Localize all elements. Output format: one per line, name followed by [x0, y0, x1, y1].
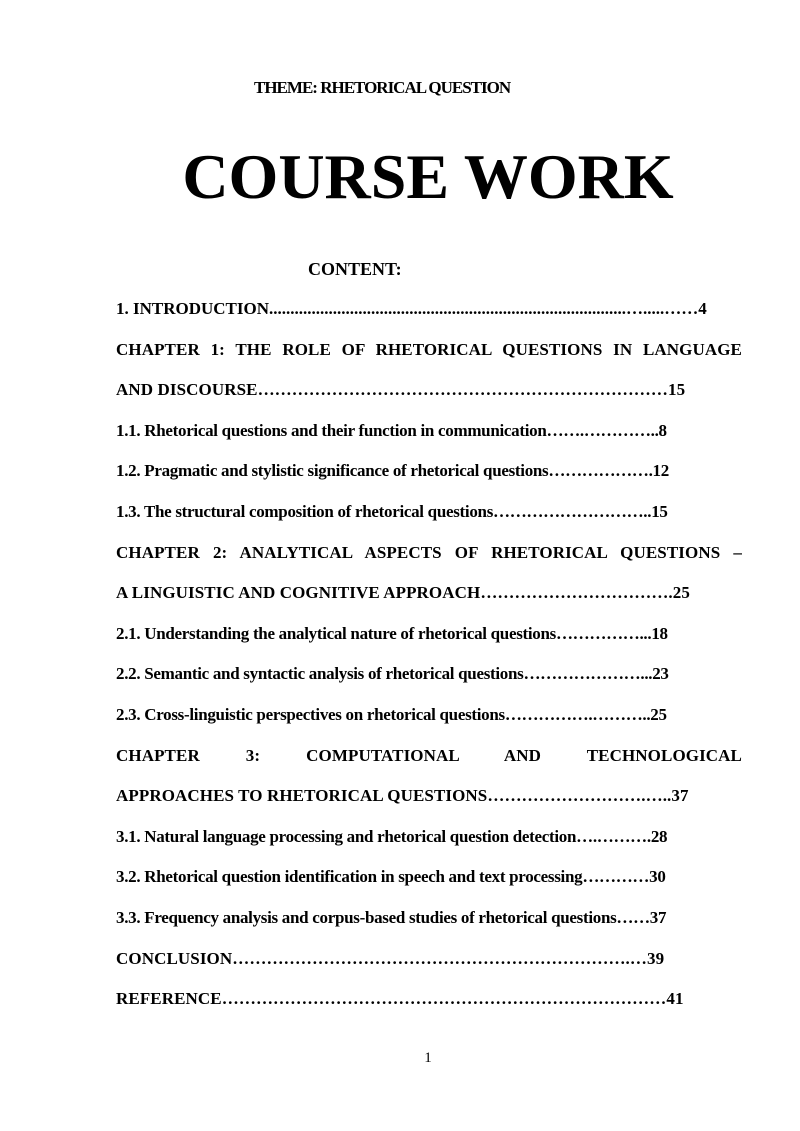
toc-entry-3-2: 3.2. Rhetorical question identification in speech and text processing…………30 — [116, 867, 666, 887]
toc-entry-conclusion: CONCLUSION…………………………………………………………….…39 — [116, 948, 665, 968]
contents-heading: CONTENT: — [308, 259, 402, 279]
document-theme: THEME: RHETORICAL QUESTION — [254, 78, 511, 97]
toc-entry-reference: REFERENCE……………………………………………………………………41 — [116, 989, 684, 1009]
toc-entry-chapter-1-line-2: AND DISCOURSE………………………………………………………………15 — [116, 380, 686, 400]
toc-entry-2-2: 2.2. Semantic and syntactic analysis of rhetorical questions…………………...23 — [116, 664, 669, 684]
toc-entry-chapter-3-line-1: CHAPTER 3: COMPUTATIONAL AND TECHNOLOGICAL — [116, 745, 742, 765]
document-title: COURSE WORK — [182, 141, 674, 212]
toc-entry-2-1: 2.1. Understanding the analytical nature of rhetorical questions……………...18 — [116, 623, 668, 643]
toc-entry-1-3: 1.3. The structural composition of rhetorical questions………………………..15 — [116, 501, 668, 521]
toc-entry-3-1: 3.1. Natural language processing and rhetorical question detection….……….28 — [116, 826, 668, 846]
toc-entry-1-1: 1.1. Rhetorical questions and their function in communication…….…………..8 — [116, 420, 667, 440]
page-number: 1 — [424, 1050, 432, 1066]
toc-entry-1-2: 1.2. Pragmatic and stylistic significance of rhetorical questions……………….12 — [116, 461, 669, 481]
toc-entry-chapter-1-line-1: CHAPTER 1: THE ROLE OF RHETORICAL QUESTIONS IN LANGUAGE — [116, 339, 742, 359]
toc-entry-chapter-2-line-1: CHAPTER 2: ANALYTICAL ASPECTS OF RHETORICAL QUESTIONS – — [116, 542, 742, 562]
toc-entry-introduction: 1. INTRODUCTION....................................................................................….....……4 — [116, 299, 707, 318]
toc-entry-chapter-2-line-2: A LINGUISTIC AND COGNITIVE APPROACH…………………………….25 — [116, 583, 690, 603]
toc-entry-3-3: 3.3. Frequency analysis and corpus-based studies of rhetorical questions……37 — [116, 907, 667, 927]
toc-entry-chapter-3-line-2: APPROACHES TO RHETORICAL QUESTIONS……………………….…..37 — [116, 786, 689, 806]
toc-entry-2-3: 2.3. Cross-linguistic perspectives on rhetorical questions…………….………..25 — [116, 704, 667, 724]
table-of-contents — [116, 296, 742, 1027]
